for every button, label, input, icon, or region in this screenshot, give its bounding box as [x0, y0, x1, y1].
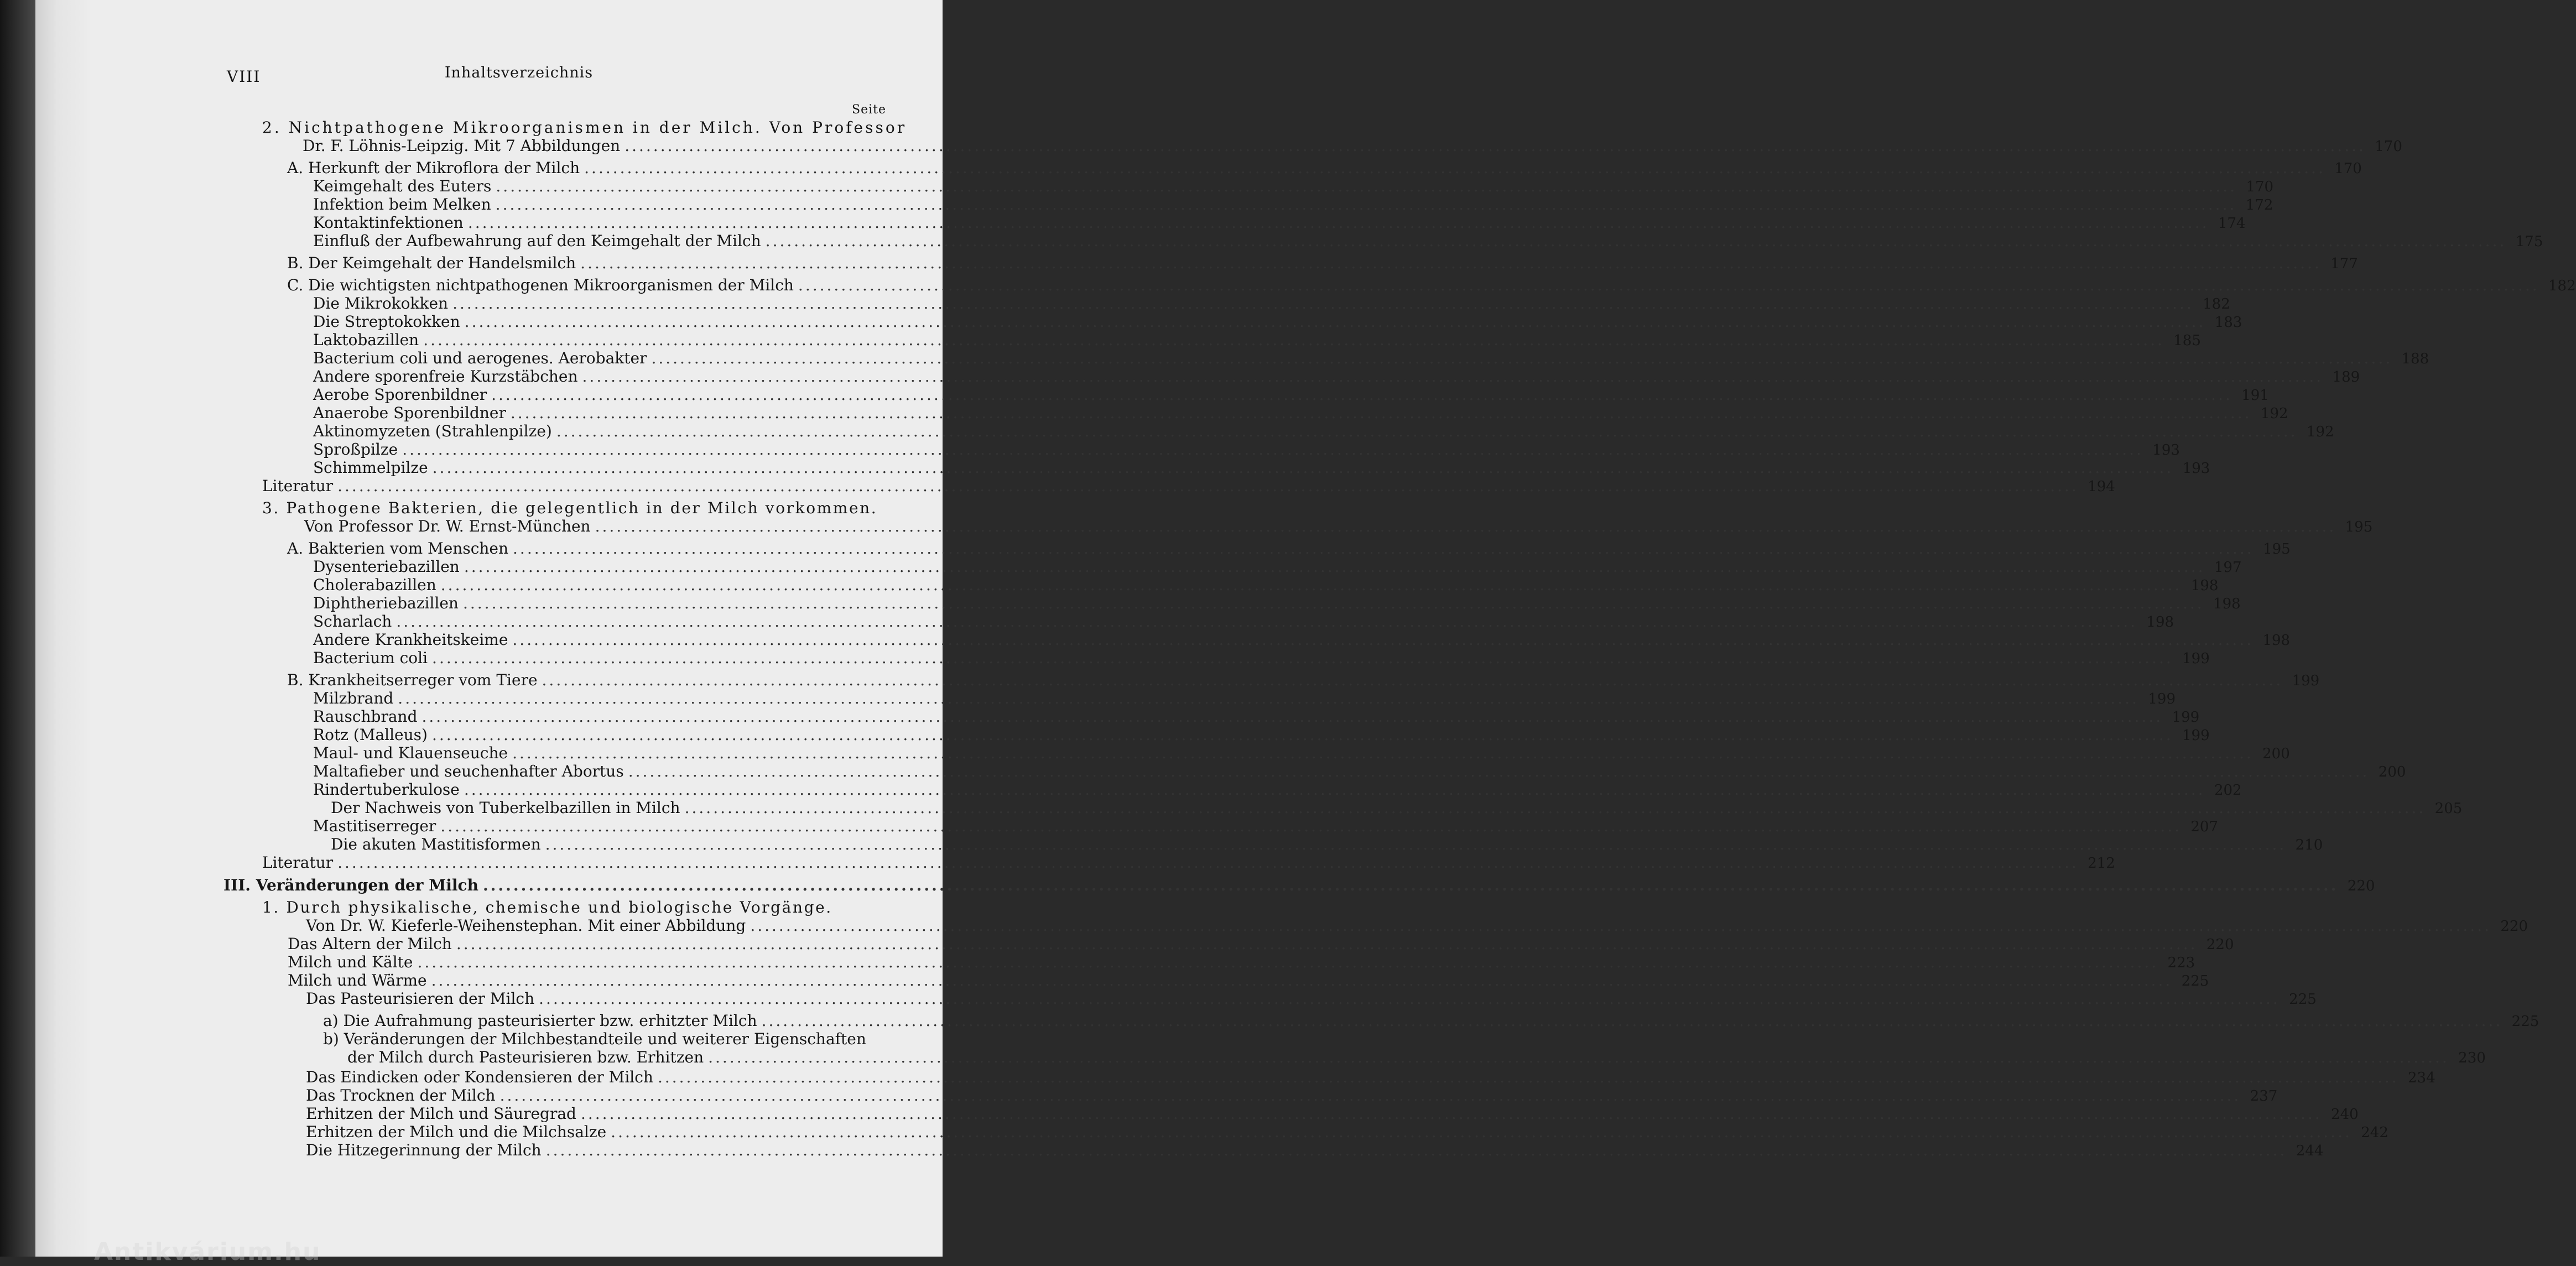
toc-entry-title: Literatur: [262, 477, 334, 495]
toc-entry-page: 240: [2331, 1106, 2359, 1123]
toc-entry-title: Bacterium coli und aerogenes. Aerobakter: [313, 349, 647, 367]
toc-entry: [313, 440, 2180, 459]
toc-entry: [313, 689, 2176, 708]
leader-dots: [625, 137, 2366, 155]
toc-entry-title: Dysenteriebazillen: [313, 558, 460, 576]
toc-entry-page: 198: [2146, 614, 2174, 631]
leader-dots: [433, 459, 2174, 477]
leader-dots: [542, 671, 2283, 690]
leader-dots: [546, 1141, 2287, 1160]
toc-entry-title: Schimmelpilze: [313, 459, 428, 477]
toc-entry: [313, 594, 2241, 613]
toc-entry-page: 193: [2152, 442, 2180, 459]
toc-entry: [331, 835, 2323, 854]
toc-entry-title: der Milch durch Pasteurisieren bzw. Erhitzen: [347, 1048, 704, 1066]
toc-entry-title: 3. Pathogene Bakterien, die gelegentlich in der Milch vorkommen.: [262, 499, 878, 517]
toc-entry: [313, 649, 2210, 668]
toc-entry-title: Das Altern der Milch: [288, 935, 452, 953]
toc-entry: [313, 558, 2242, 576]
leader-dots: [496, 177, 2237, 196]
toc-entry-page: 199: [2148, 691, 2176, 707]
toc-entry-title: Von Dr. W. Kieferle-Weihenstephan. Mit einer Abbildung: [306, 916, 746, 935]
leader-dots: [651, 349, 2392, 368]
toc-entry-page: 198: [2262, 632, 2291, 649]
toc-entry-title: Dr. F. Löhnis-Leipzig. Mit 7 Abbildungen: [303, 137, 621, 155]
toc-entry-title: Laktobazillen: [313, 331, 419, 349]
toc-entry-page: 195: [2345, 519, 2373, 535]
toc-entry-page: 182: [2203, 296, 2230, 312]
toc-entry: [306, 1105, 2359, 1123]
toc-entry-title: A. Bakterien vom Menschen: [287, 539, 509, 558]
leader-dots: [581, 1105, 2322, 1123]
book-page: [90, 0, 2576, 1257]
toc-entry-title: B. Der Keimgehalt der Handelsmilch: [287, 254, 576, 272]
toc-entry: [313, 459, 2210, 477]
toc-entry: [306, 1086, 2278, 1105]
toc-entry-title: Keimgehalt des Euters: [313, 177, 492, 195]
toc-entry: [313, 294, 2230, 313]
watermark: Antikvárium.hu: [94, 1238, 321, 1266]
leader-dots: [628, 762, 2370, 781]
leader-dots: [584, 159, 2325, 178]
toc-entry-title: Rotz (Malleus): [313, 726, 428, 744]
toc-entry-title: Die Streptokokken: [313, 312, 460, 331]
toc-entry-page: 172: [2245, 197, 2273, 213]
toc-entry-title: Andere sporenfreie Kurzstäbchen: [313, 367, 578, 385]
toc-entry-page: 244: [2296, 1143, 2324, 1159]
toc-entry: [306, 1141, 2324, 1160]
toc-entry-title: Kontaktinfektionen: [313, 213, 464, 232]
leader-dots: [496, 195, 2237, 214]
toc-entry-page: 170: [2375, 138, 2402, 155]
toc-entry: [288, 971, 2209, 990]
toc-entry-page: 225: [2289, 991, 2317, 1008]
toc-entry-page: 175: [2515, 233, 2543, 250]
toc-entry-title: Die akuten Mastitisformen: [331, 835, 541, 853]
toc-entry: [288, 953, 2195, 972]
toc-entry: [306, 989, 2317, 1008]
toc-entry: [313, 612, 2174, 631]
toc-entry-page: 199: [2182, 727, 2210, 744]
toc-entry-title: Rauschbrand: [313, 707, 418, 726]
toc-entry-page: 234: [2408, 1070, 2436, 1086]
leader-dots: [398, 689, 2139, 708]
toc-entry-title: Milch und Kälte: [288, 953, 413, 971]
toc-entry: [313, 232, 2543, 251]
page-number: VIII: [227, 67, 261, 86]
page-gutter: [35, 0, 90, 1257]
leader-dots: [750, 916, 2491, 935]
toc-entry: [304, 517, 2373, 536]
toc-entry-title: Der Nachweis von Tuberkelbazillen in Milch: [331, 799, 680, 817]
toc-entry-page: 223: [2167, 955, 2195, 971]
toc-entry: [313, 312, 2242, 331]
toc-entry-title: Rindertuberkulose: [313, 780, 460, 799]
leader-dots: [595, 517, 2336, 536]
toc-entry-title: Cholerabazillen: [313, 576, 436, 594]
toc-entry: [313, 195, 2273, 214]
toc-entry: [306, 916, 2528, 935]
toc-entry: [313, 213, 2246, 232]
toc-entry: [313, 726, 2210, 744]
toc-entry: [313, 404, 2288, 423]
toc-entry-page: 189: [2332, 369, 2360, 385]
leader-dots: [440, 817, 2182, 836]
toc-entry-title: 2. Nichtpathogene Mikroorganismen in der Milch. Von Professor: [262, 118, 907, 137]
toc-entry-page: 199: [2182, 650, 2210, 667]
toc-entry: [313, 576, 2219, 595]
leader-dots: [441, 576, 2182, 595]
leader-dots: [452, 294, 2194, 313]
toc-entry: [313, 780, 2242, 799]
toc-entry: [313, 331, 2201, 350]
toc-entry: [331, 799, 2463, 817]
toc-entry: [287, 539, 2291, 558]
toc-entry: [313, 385, 2269, 404]
toc-entry-page: 182: [2548, 278, 2576, 294]
toc-entry: [262, 118, 910, 137]
toc-entry-page: 188: [2401, 351, 2429, 367]
leader-dots: [513, 539, 2254, 558]
toc-entry-title: 1. Durch physikalische, chemische und biologische Vorgänge.: [262, 898, 832, 916]
toc-entry: [313, 707, 2200, 726]
toc-entry-page: 199: [2292, 673, 2320, 689]
leader-dots: [465, 312, 2206, 331]
toc-entry-page: 230: [2458, 1050, 2486, 1066]
toc-entry-page: 205: [2434, 800, 2463, 817]
toc-entry: [313, 177, 2274, 196]
toc-entry-page: 220: [2500, 918, 2528, 935]
toc-entry-page: 174: [2218, 215, 2246, 232]
toc-entry-title: Infektion beim Melken: [313, 195, 491, 213]
toc-entry: [262, 853, 2115, 872]
toc-entry-page: 170: [2246, 179, 2274, 195]
toc-entry-title: Das Trocknen der Milch: [306, 1086, 496, 1105]
leader-dots: [512, 744, 2254, 763]
column-label-seite: Seite: [852, 103, 886, 117]
toc-entry: [303, 137, 2402, 155]
leader-dots: [539, 989, 2280, 1008]
running-title: Inhaltsverzeichnis: [444, 64, 594, 81]
toc-entry: [287, 276, 2576, 295]
toc-entry-title: Milzbrand: [313, 689, 394, 707]
toc-entry-page: 193: [2182, 460, 2210, 477]
toc-entry-page: 185: [2173, 332, 2201, 349]
leader-dots: [464, 780, 2205, 799]
toc-entry-page: 237: [2250, 1088, 2278, 1105]
leader-dots: [500, 1086, 2241, 1105]
leader-dots: [580, 254, 2322, 273]
toc-entry-title: Mastitiserreger: [313, 817, 436, 835]
leader-dots: [464, 558, 2205, 576]
leader-dots: [658, 1068, 2399, 1087]
toc-entry: [313, 367, 2360, 386]
toc-section-heading: [223, 876, 2375, 895]
toc-entry-page: 197: [2214, 559, 2242, 576]
toc-entry-title: Die Hitzegerinnung der Milch: [306, 1141, 542, 1159]
toc-entry-title: b) Veränderungen der Milchbestandteile und weiterer Eigenschaften: [323, 1030, 866, 1048]
toc-entry-page: 199: [2172, 709, 2200, 726]
toc-entry-title: Einfluß der Aufbewahrung auf den Keimgehalt der Milch: [313, 232, 761, 250]
leader-dots: [396, 612, 2137, 631]
toc-entry-title: Erhitzen der Milch und Säuregrad: [306, 1105, 576, 1123]
leader-dots: [432, 726, 2173, 744]
toc-entry-page: 191: [2241, 387, 2269, 404]
leader-dots: [422, 707, 2163, 726]
toc-entry: [313, 817, 2219, 836]
toc-entry: [313, 422, 2334, 441]
toc-entry-title: Bacterium coli: [313, 649, 428, 667]
toc-entry-title: Von Professor Dr. W. Ernst-München: [304, 517, 591, 535]
leader-dots: [611, 1123, 2352, 1142]
toc-entry-title: a) Die Aufrahmung pasteurisierter bzw. erhitzter Milch: [323, 1012, 757, 1030]
toc-entry-page: 212: [2088, 855, 2115, 872]
leader-dots: [417, 953, 2158, 972]
leader-dots: [545, 835, 2287, 854]
toc-entry: [262, 898, 951, 917]
toc-entry: [287, 159, 2362, 178]
toc-entry-page: 183: [2214, 314, 2242, 331]
toc-entry: [287, 254, 2358, 273]
toc-entry: [306, 1068, 2436, 1087]
toc-entry-title: Literatur: [262, 853, 334, 872]
toc-entry-title: Maul- und Klauenseuche: [313, 744, 508, 762]
toc-entry-title: C. Die wichtigsten nichtpathogenen Mikroorganismen der Milch: [287, 276, 794, 294]
leader-dots: [762, 1012, 2503, 1030]
toc-entry-title: Andere Krankheitskeime: [313, 631, 508, 649]
leader-dots: [798, 276, 2539, 295]
toc-entry: [313, 631, 2291, 649]
toc-entry-title: Scharlach: [313, 612, 392, 631]
toc-entry-page: 198: [2213, 596, 2241, 612]
toc-entry-page: 220: [2347, 878, 2375, 894]
leader-dots: [337, 853, 2079, 872]
leader-dots: [432, 649, 2173, 668]
toc-entry-page: 198: [2190, 577, 2219, 594]
toc-entry: [323, 1012, 2539, 1030]
toc-entry-title: Erhitzen der Milch und die Milchsalze: [306, 1123, 607, 1141]
toc-entry-title: III. Veränderungen der Milch: [223, 876, 478, 894]
leader-dots: [766, 232, 2507, 251]
toc-entry-title: Aerobe Sporenbildner: [313, 385, 487, 404]
toc-entry: [262, 477, 2115, 496]
toc-entry-page: 210: [2295, 837, 2323, 853]
toc-entry-page: 202: [2214, 782, 2242, 799]
toc-entry-page: 200: [2262, 746, 2290, 762]
leader-dots: [491, 385, 2232, 404]
leader-dots: [685, 799, 2426, 817]
leader-dots: [582, 367, 2324, 386]
leader-dots: [483, 876, 2339, 895]
toc-entry-title: Sproßpilze: [313, 440, 398, 459]
toc-entry-title: Milch und Wärme: [288, 971, 427, 989]
leader-dots: [463, 594, 2204, 613]
toc-entry: [313, 349, 2429, 368]
leader-dots: [423, 331, 2164, 350]
toc-entry-page: 192: [2306, 424, 2334, 440]
leader-dots: [556, 422, 2298, 441]
leader-dots: [337, 477, 2079, 496]
toc-entry-page: 225: [2181, 973, 2209, 989]
toc-entry-title: A. Herkunft der Mikroflora der Milch: [287, 159, 580, 177]
toc-entry-page: 192: [2260, 405, 2288, 422]
toc-entry-title: B. Krankheitserreger vom Tiere: [287, 671, 538, 689]
toc-entry-title: Maltafieber und seuchenhafter Abortus: [313, 762, 624, 780]
toc-entry: [288, 935, 2234, 954]
leader-dots: [402, 440, 2143, 459]
toc-entry-title: Das Eindicken oder Kondensieren der Milch: [306, 1068, 653, 1086]
toc-entry: [323, 1030, 951, 1049]
leader-dots: [468, 213, 2209, 232]
toc-entry-page: 225: [2511, 1013, 2539, 1030]
leader-dots: [512, 631, 2254, 649]
toc-entry-title: Die Mikrokokken: [313, 294, 449, 312]
toc-entry-page: 220: [2206, 936, 2234, 953]
running-head: [90, 64, 943, 92]
toc-entry-page: 170: [2334, 160, 2362, 177]
toc-entry-title: Das Pasteurisieren der Milch: [306, 989, 535, 1008]
toc-entry: [306, 1123, 2388, 1142]
toc-entry: [313, 762, 2406, 781]
toc-entry-page: 207: [2190, 819, 2219, 835]
leader-dots: [511, 404, 2252, 423]
toc-entry-page: 242: [2361, 1124, 2388, 1141]
toc-entry-page: 177: [2330, 256, 2358, 272]
toc-entry-page: 195: [2263, 541, 2291, 558]
toc-entry-title: Anaerobe Sporenbildner: [313, 404, 506, 422]
leader-dots: [431, 971, 2173, 990]
toc-entry: [313, 744, 2290, 763]
toc-entry-page: 200: [2378, 764, 2406, 780]
toc-entry-page: 194: [2088, 478, 2115, 495]
toc-entry-title: Aktinomyzeten (Strahlenpilze): [313, 422, 552, 440]
toc-entry-title: Diphtheriebazillen: [313, 594, 459, 612]
toc-entry: [347, 1048, 2486, 1067]
leader-dots: [456, 935, 2198, 954]
toc-entry: [262, 499, 951, 518]
leader-dots: [708, 1048, 2449, 1067]
book-spine-shadow: [0, 0, 35, 1257]
toc-entry: [287, 671, 2320, 690]
